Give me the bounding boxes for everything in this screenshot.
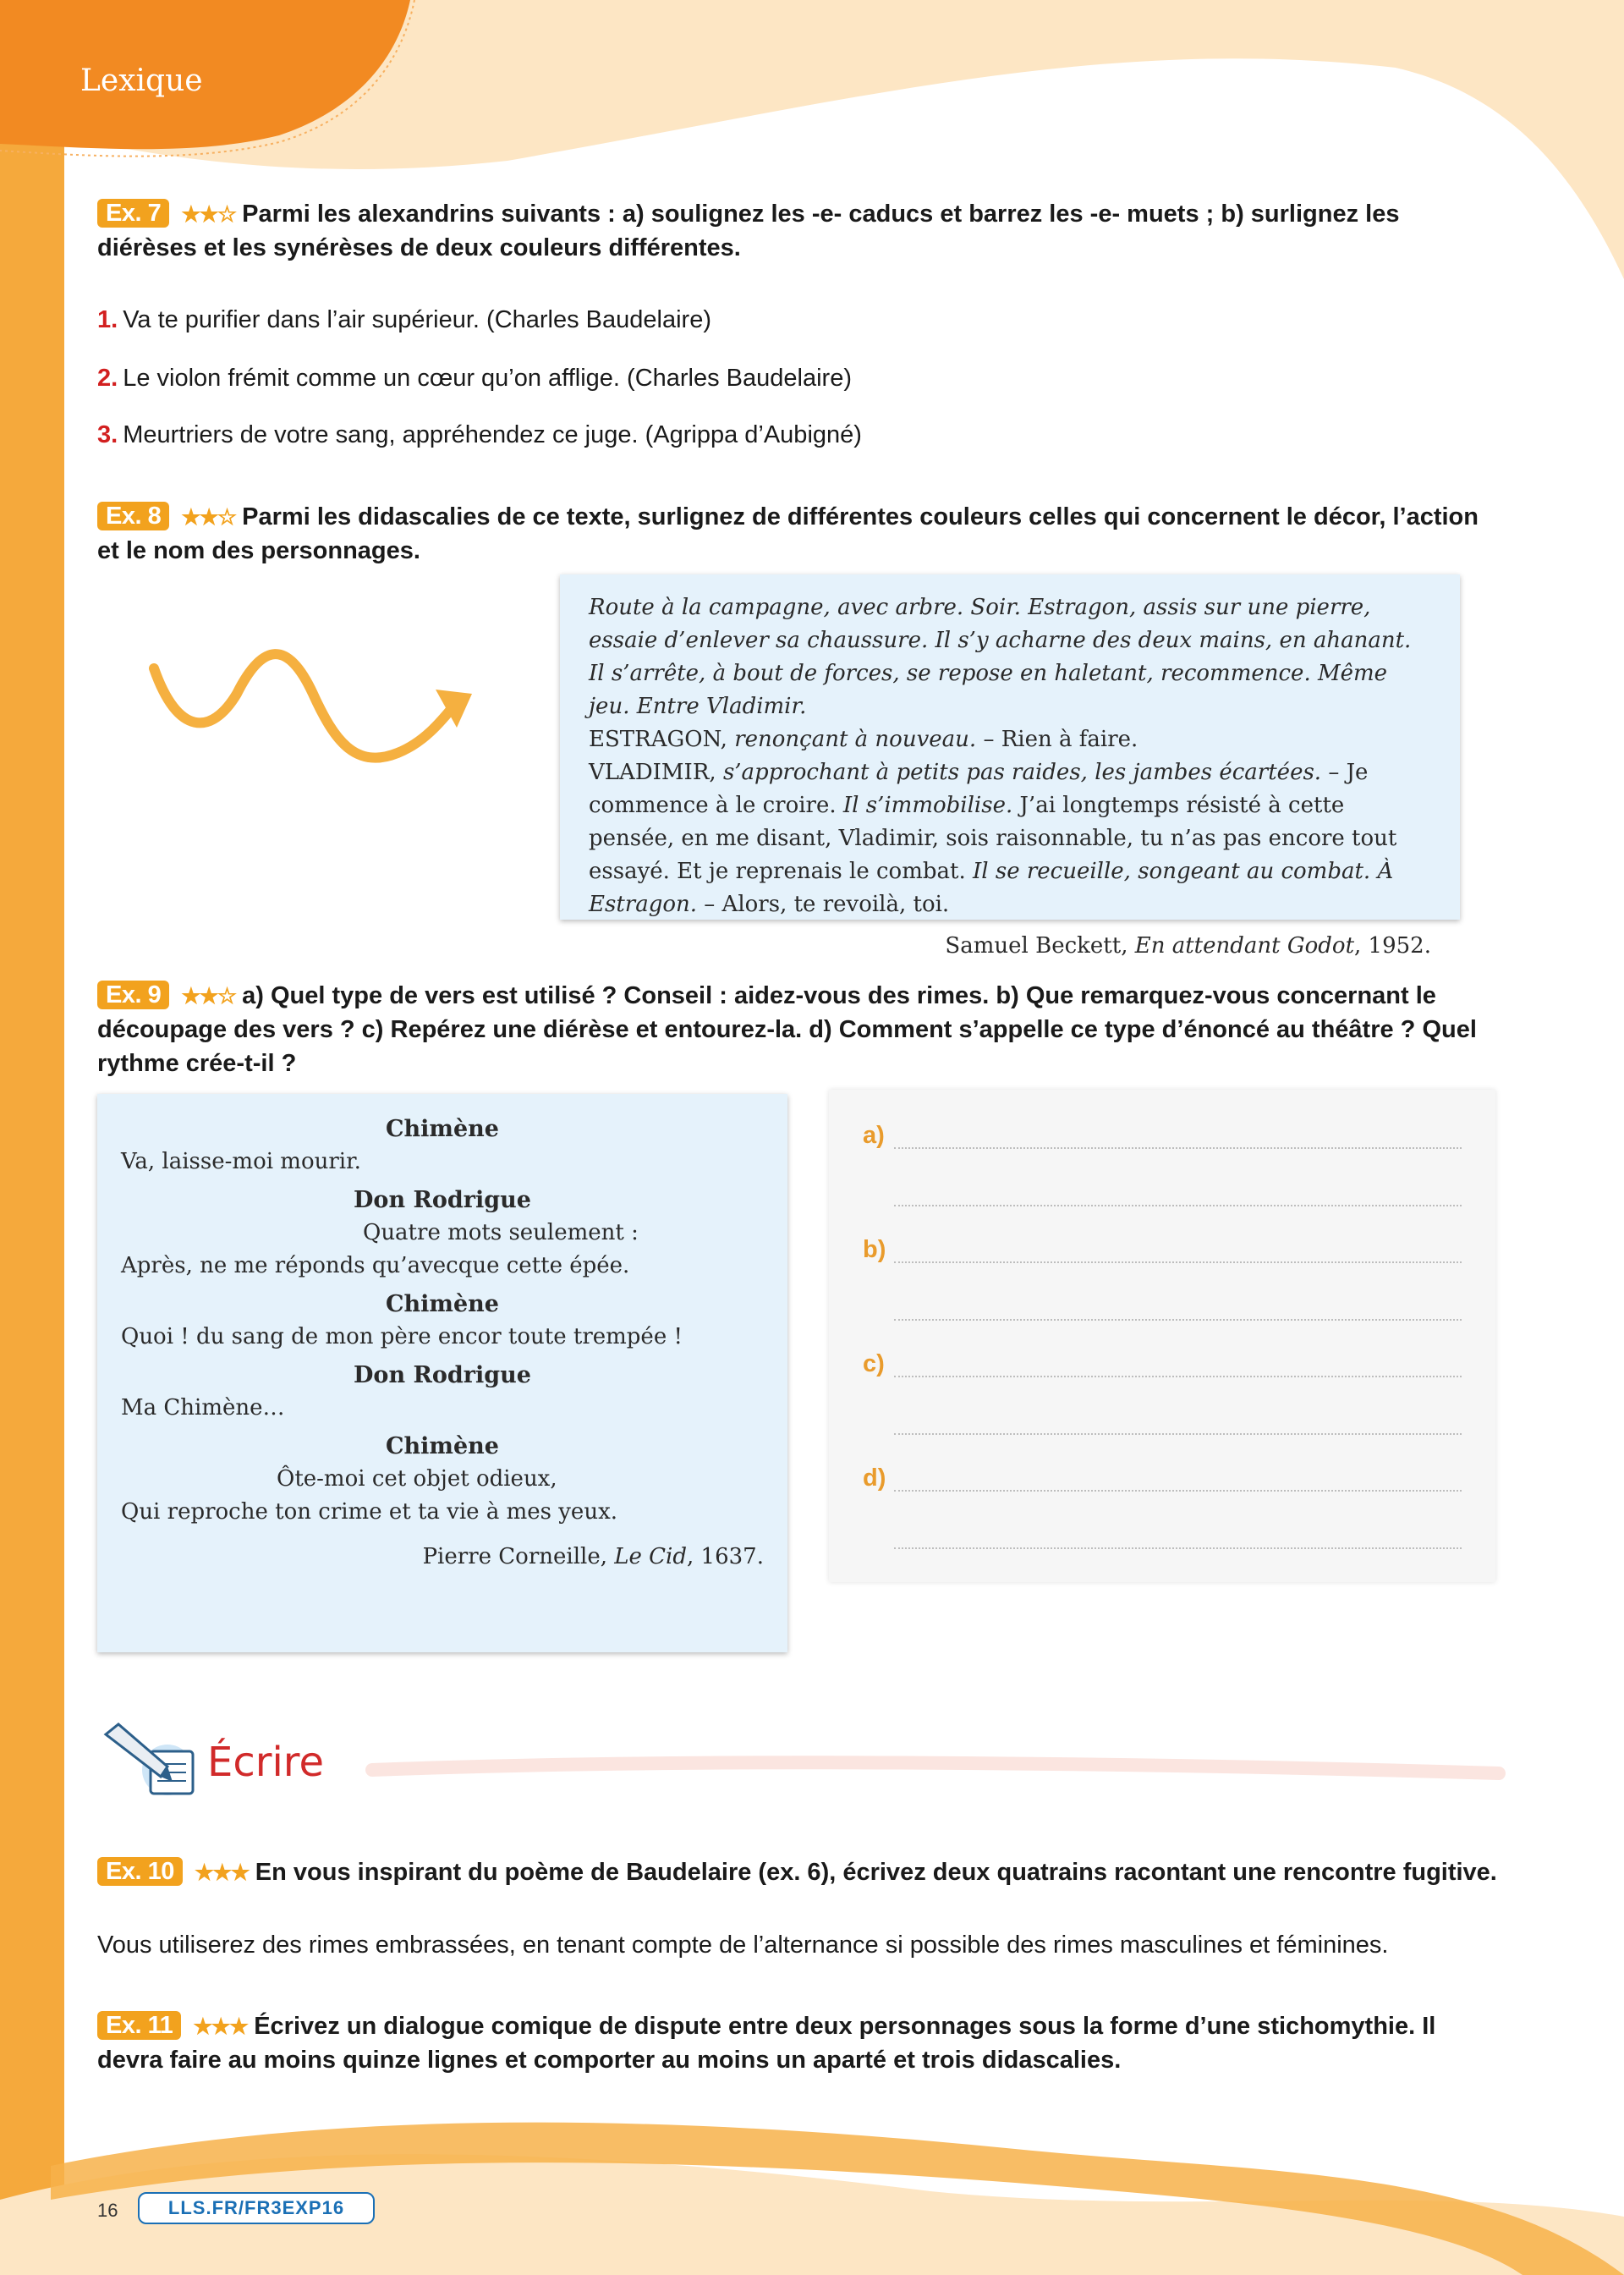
le-cid-excerpt bbox=[97, 1094, 787, 1652]
source-author: Pierre Corneille, bbox=[422, 1544, 607, 1569]
item-number: 2. bbox=[97, 365, 118, 392]
answer-line[interactable] bbox=[894, 1376, 1462, 1377]
ex10-badge: Ex. 10 bbox=[97, 1857, 183, 1886]
character-name: ESTRAGON, bbox=[589, 727, 727, 752]
ex9-instruction-block bbox=[97, 979, 1506, 1080]
source-year: , 1952. bbox=[1354, 933, 1431, 959]
answer-line[interactable] bbox=[894, 1490, 1462, 1492]
dialogue-line: – Rien à faire. bbox=[983, 727, 1138, 752]
difficulty-stars-icon: ★★☆ bbox=[181, 504, 236, 530]
answer-sheet bbox=[829, 1090, 1495, 1582]
ex9-instruction: a) Quel type de vers est utilisé ? Conseil : aidez-vous des rimes. b) Que remarquez-vous concernant le découpage des vers ? c) Repérez une diérèse et entourez-la. d) Comment s’appelle ce type d’énoncé au théâtre ? Quel rythme crée-t-il ? bbox=[97, 982, 1477, 1077]
ex7-item-2 bbox=[97, 361, 852, 395]
answer-line[interactable] bbox=[894, 1433, 1462, 1435]
verse-line: Ma Chimène… bbox=[121, 1395, 285, 1421]
verse-line: Ôte-moi cet objet odieux, bbox=[277, 1466, 557, 1492]
stage-direction: Il se recueille, songeant au combat. À Estragon. bbox=[589, 859, 1394, 917]
stage-direction: Il s’immobilise. bbox=[842, 793, 1013, 818]
difficulty-stars-icon: ★★☆ bbox=[181, 201, 236, 227]
verse-line: Quatre mots seulement : bbox=[363, 1220, 639, 1245]
ex7-item-3 bbox=[97, 418, 862, 452]
ex11-instruction-block bbox=[97, 2009, 1506, 2077]
answer-label-a: a) bbox=[863, 1122, 885, 1149]
ex11-instruction: Écrivez un dialogue comique de dispute entre deux personnages sous la forme d’une stichomythie. Il devra faire au moins quinze lignes et comporter au moins un aparté et trois didascalies. bbox=[97, 2013, 1436, 2074]
answer-line[interactable] bbox=[894, 1547, 1462, 1549]
item-text: Meurtriers de votre sang, appréhendez ce juge. (Agrippa d’Aubigné) bbox=[123, 421, 862, 448]
source-citation bbox=[121, 1541, 764, 1574]
ex8-instruction: Parmi les didascalies de ce texte, surlignez de différentes couleurs celles qui concernent le décor, l’action et le nom des personnages. bbox=[97, 503, 1479, 564]
difficulty-stars-icon: ★★★ bbox=[193, 2014, 248, 2039]
source-year: , 1637. bbox=[687, 1544, 764, 1569]
section-title: Lexique bbox=[80, 63, 203, 98]
answer-label-d: d) bbox=[863, 1464, 886, 1492]
source-citation bbox=[589, 930, 1431, 963]
item-text: Va te purifier dans l’air supérieur. (Charles Baudelaire) bbox=[123, 306, 711, 333]
ex7-instruction-block bbox=[97, 197, 1506, 265]
verse-line: Après, ne me réponds qu’avecque cette épée. bbox=[121, 1253, 630, 1278]
dialogue-line: – Alors, te revoilà, toi. bbox=[704, 892, 950, 917]
ex9-badge: Ex. 9 bbox=[97, 981, 169, 1009]
verse-line: Quoi ! du sang de mon père encor toute trempée ! bbox=[121, 1324, 683, 1349]
speaker-name: Chimène bbox=[386, 1433, 499, 1459]
verse-line: Va, laisse-moi mourir. bbox=[121, 1149, 361, 1174]
ex10-instruction: En vous inspirant du poème de Baudelaire (ex. 6), écrivez deux quatrains racontant une rencontre fugitive. bbox=[255, 1859, 1497, 1886]
ex10-note: Vous utiliserez des rimes embrassées, en tenant compte de l’alternance si possible des rimes masculines et féminines. bbox=[97, 1932, 1389, 1959]
footer-link[interactable]: LLS.FR/FR3EXP16 bbox=[138, 2192, 375, 2224]
stage-direction: renonçant à nouveau. bbox=[734, 727, 977, 752]
speaker-name: Chimène bbox=[386, 1116, 499, 1142]
speaker-name: Don Rodrigue bbox=[354, 1187, 531, 1213]
ex10-instruction-block bbox=[97, 1855, 1506, 1889]
dialogue-line: J’ai longtemps résisté à cette pensée, en me disant, Vladimir, sois raisonnable, tu n’as pas encore tout essayé. Et je reprenais le combat. bbox=[589, 793, 1397, 884]
item-number: 1. bbox=[97, 306, 118, 333]
answer-label-b: b) bbox=[863, 1236, 886, 1263]
difficulty-stars-icon: ★★★ bbox=[194, 1860, 249, 1885]
stage-direction: s’approchant à petits pas raides, les jambes écartées. bbox=[722, 760, 1322, 785]
answer-line[interactable] bbox=[894, 1147, 1462, 1149]
beckett-excerpt bbox=[560, 574, 1460, 959]
ecrire-title: Écrire bbox=[207, 1739, 324, 1786]
ex11-badge: Ex. 11 bbox=[97, 2011, 181, 2040]
speaker-name: Don Rodrigue bbox=[354, 1362, 531, 1388]
ex8-badge: Ex. 8 bbox=[97, 502, 169, 530]
stage-direction: Route à la campagne, avec arbre. Soir. Estragon, assis sur une pierre, essaie d’enlever sa chaussure. Il s’y acharne des deux mains, en ahanant. Il s’arrête, à bout de forces, se repose en haletant, recommence. Même jeu. Entre Vladimir. bbox=[589, 595, 1412, 719]
dialogue-line: – Je commence à le croire. bbox=[589, 760, 1369, 818]
difficulty-stars-icon: ★★☆ bbox=[181, 983, 236, 1008]
answer-label-c: c) bbox=[863, 1350, 885, 1377]
verse-line: Qui reproche ton crime et ta vie à mes yeux. bbox=[121, 1499, 617, 1525]
wavy-arrow-icon bbox=[144, 643, 482, 787]
writing-pencil-icon bbox=[102, 1717, 211, 1802]
source-author: Samuel Beckett, bbox=[945, 933, 1128, 959]
ex7-item-1 bbox=[97, 303, 711, 337]
answer-line[interactable] bbox=[894, 1261, 1462, 1263]
ex7-badge: Ex. 7 bbox=[97, 199, 169, 228]
page-number: 16 bbox=[97, 2200, 118, 2221]
speaker-name: Chimène bbox=[386, 1291, 499, 1317]
source-title: En attendant Godot bbox=[1134, 933, 1355, 959]
item-text: Le violon frémit comme un cœur qu’on afflige. (Charles Baudelaire) bbox=[123, 365, 852, 392]
item-number: 3. bbox=[97, 421, 118, 448]
ex7-instruction: Parmi les alexandrins suivants : a) soulignez les -e- caducs et barrez les -e- muets ; b) surlignez les diérèses et les synérèses de deux couleurs différentes. bbox=[97, 201, 1400, 261]
answer-line[interactable] bbox=[894, 1205, 1462, 1206]
answer-line[interactable] bbox=[894, 1319, 1462, 1321]
ex8-instruction-block bbox=[97, 500, 1506, 568]
source-title: Le Cid bbox=[614, 1544, 688, 1569]
character-name: VLADIMIR, bbox=[589, 760, 716, 785]
